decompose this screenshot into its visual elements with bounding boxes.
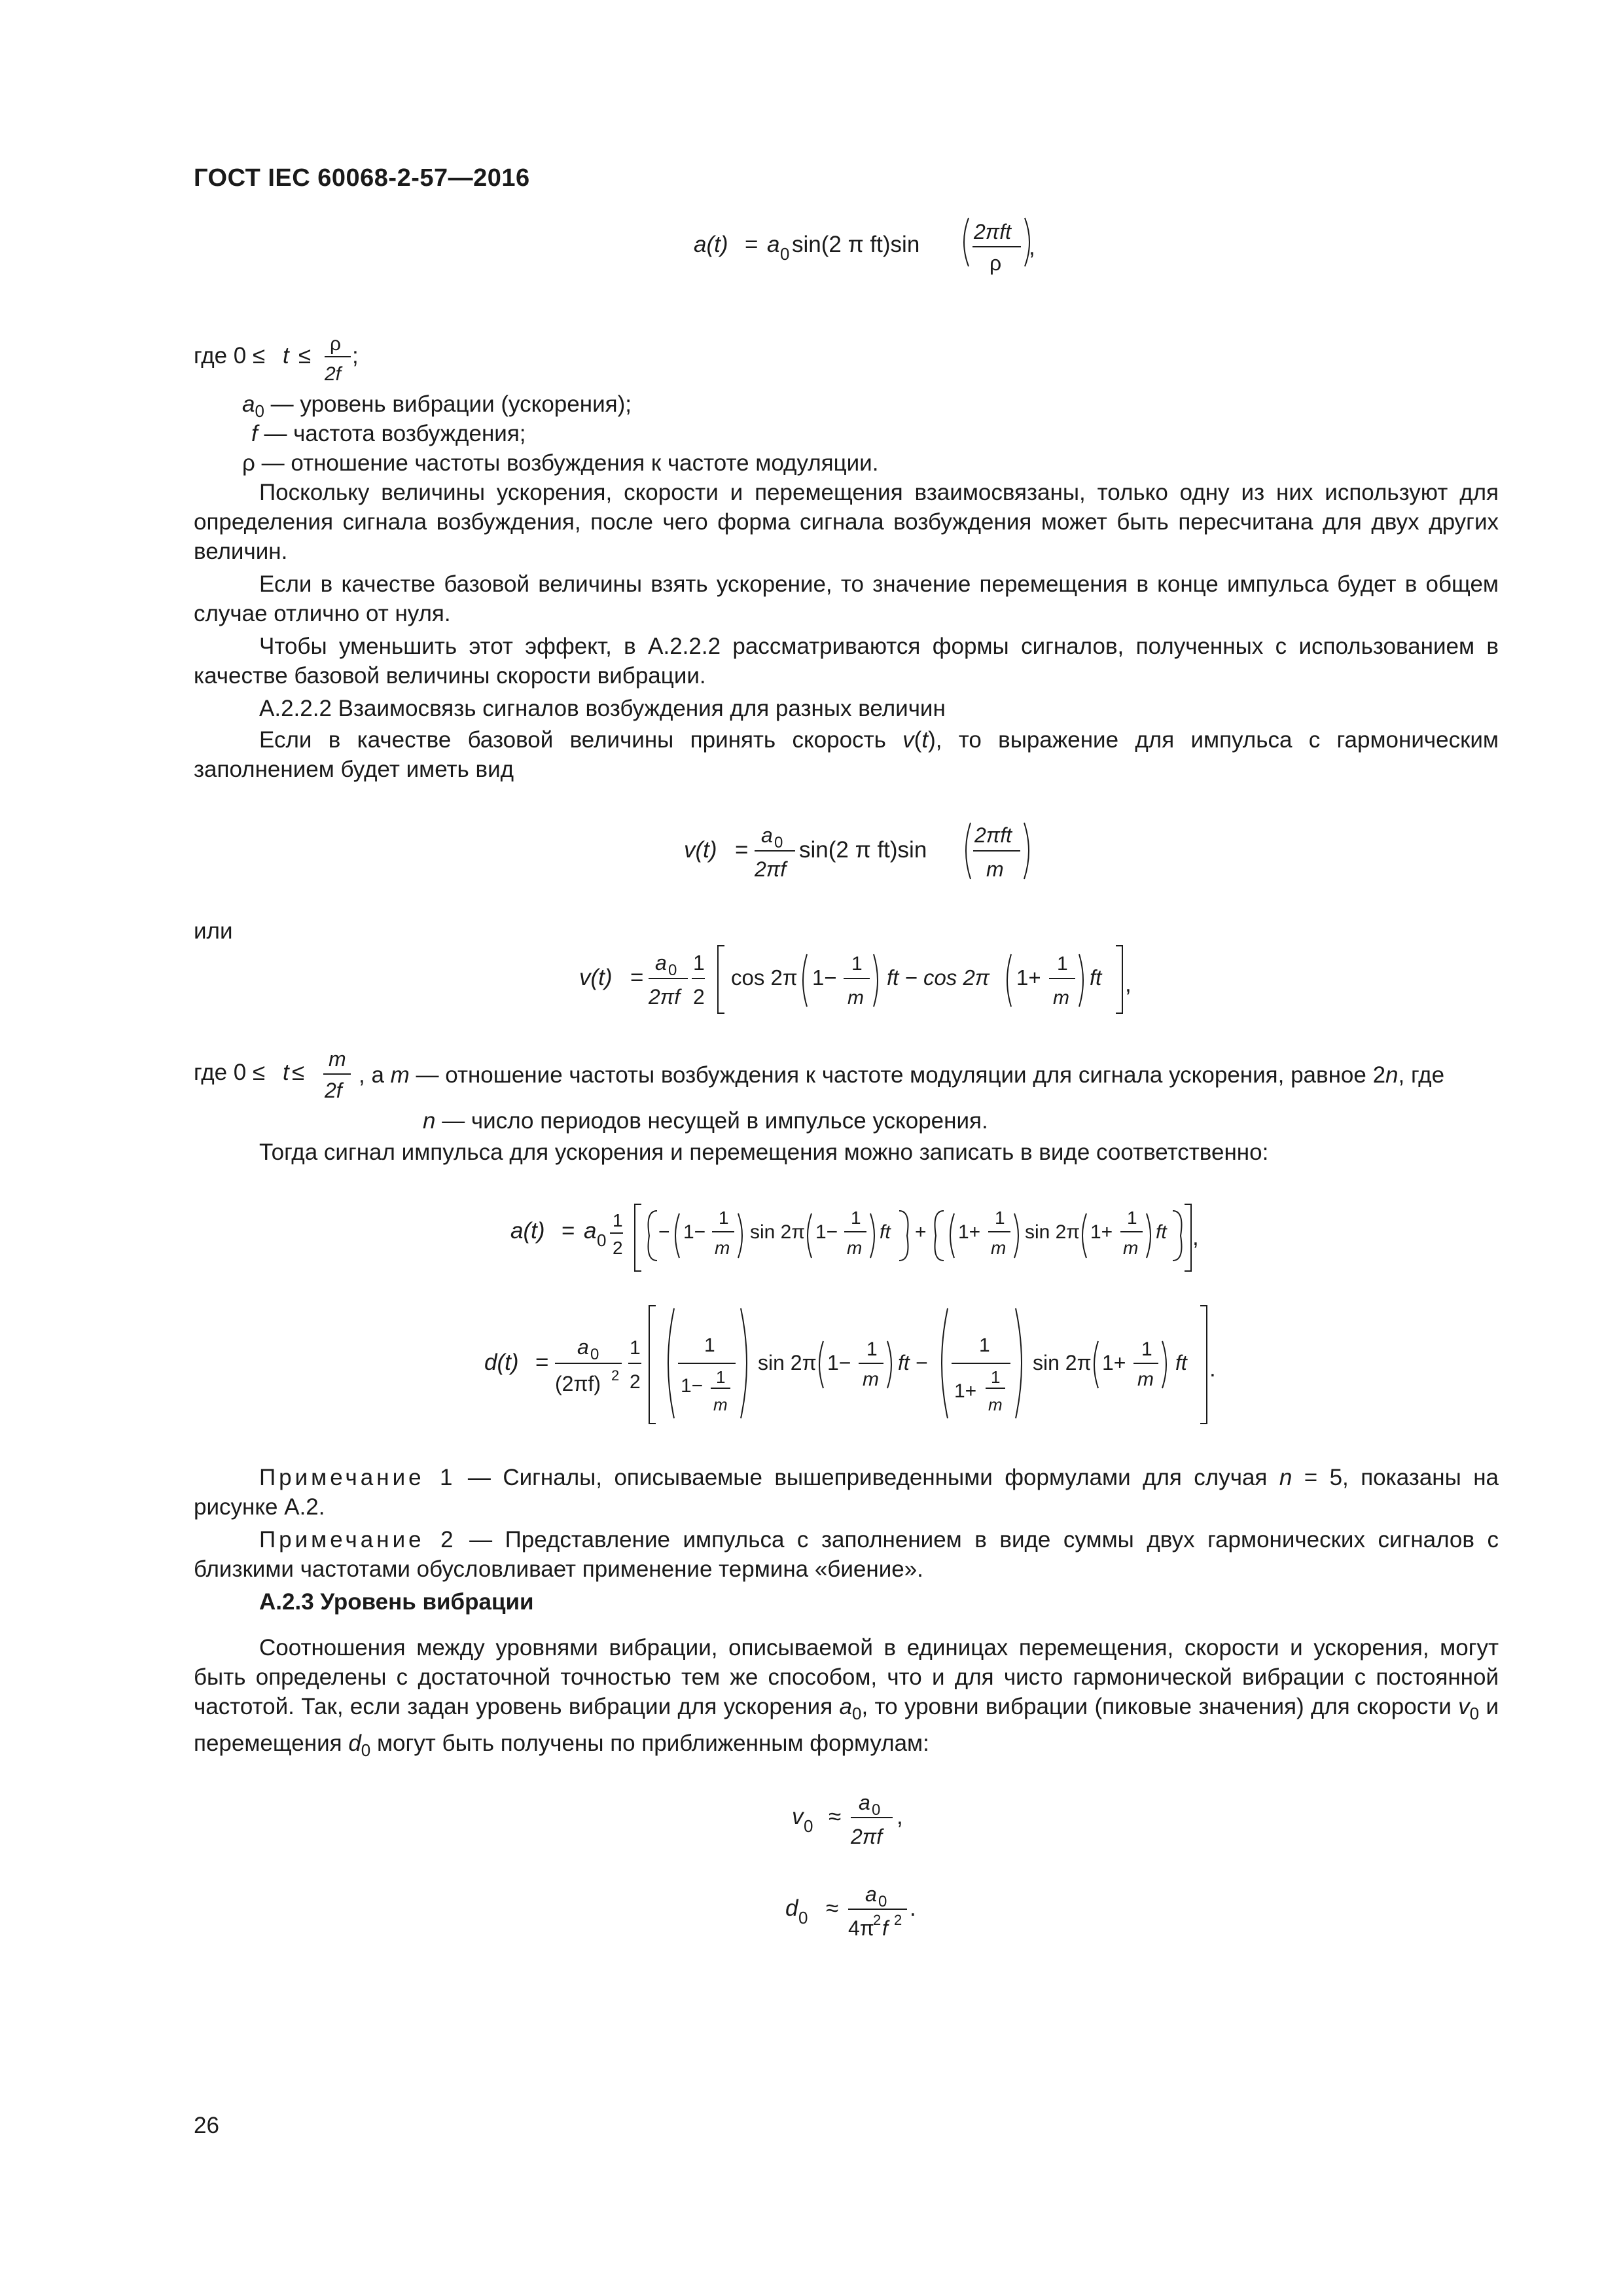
paren-left: [808, 1213, 812, 1258]
formula-cos2pi: cos 2π: [731, 965, 798, 990]
formula-a0-sub: 0: [780, 244, 790, 264]
formula-ft: ft: [1156, 1221, 1167, 1243]
formula-a0: a: [865, 1882, 877, 1906]
paren-left: [1007, 954, 1011, 1007]
paren-right: [741, 1308, 747, 1418]
formula-m: m: [1053, 987, 1069, 1009]
formula-dot: .: [1209, 1356, 1216, 1382]
formula-a0-sub: 0: [878, 1893, 887, 1910]
text-span: и перемещения: [194, 1694, 1499, 1756]
formula-a0-sub: 0: [774, 834, 783, 852]
formula-rho: ρ: [990, 251, 1002, 275]
formula-2pift: 2πft: [974, 823, 1012, 847]
var-v: v: [902, 727, 914, 753]
formula-one-plus: 1+: [1102, 1351, 1126, 1374]
note-label: Примечание 2: [259, 1527, 457, 1552]
formula-eq: =: [745, 232, 758, 257]
formula-sq: 2: [611, 1367, 620, 1384]
bracket-left: [649, 1306, 656, 1424]
formula-d-t: d(t): [484, 1350, 519, 1375]
var-d: d: [348, 1731, 361, 1756]
formula-velocity-cos: [579, 936, 1142, 1021]
formula-sin2pi: sin 2π: [758, 1351, 817, 1374]
formula-one: 1: [851, 953, 863, 975]
var-n: n: [423, 1108, 436, 1134]
def-symbol: f: [251, 421, 258, 446]
paren-left: [803, 954, 807, 1007]
formula-sq: 2: [873, 1912, 882, 1928]
formula-m: m: [713, 1395, 728, 1414]
n-definition: [423, 1106, 988, 1136]
formula-a-t: a(t): [694, 232, 728, 257]
paren-left: [950, 1213, 954, 1258]
definition-f: [251, 419, 526, 448]
where2-m: m: [329, 1047, 346, 1071]
text-span: , где: [1398, 1062, 1445, 1088]
where-condition-2: [194, 1044, 357, 1106]
paren-left: [819, 1341, 823, 1388]
formula-one: 1: [1127, 1208, 1137, 1228]
text-span: ), то выражение для импульса с гармоническим заполнением будет иметь вид: [194, 727, 1499, 782]
formula-one: 1: [630, 1337, 641, 1359]
paragraph-interrelation: Поскольку величины ускорения, скорости и перемещения взаимосвязаны, только одну из них используют для определения сигнала возбуждения, после чего форма сигнала возбуждения может быть пересчитана для двух других величин.: [194, 480, 1499, 564]
formula-a0-sub: 0: [597, 1230, 607, 1250]
formula-velocity-pulse: [684, 815, 1024, 893]
formula-sin2pi: sin 2π: [750, 1221, 806, 1243]
section-a23-heading: А.2.3 Уровень вибрации: [259, 1589, 534, 1615]
formula-one-plus: 1+: [1016, 965, 1041, 990]
formula-v-t: v(t): [684, 837, 717, 863]
formula-a0-sub: 0: [590, 1346, 599, 1363]
formula-sub0: 0: [804, 1816, 813, 1836]
var-m: m: [390, 1062, 410, 1088]
def-text: — уровень вибрации (ускорения);: [264, 391, 632, 417]
var-n: n: [1385, 1062, 1399, 1088]
formula-one: 1: [1057, 953, 1068, 975]
text-span: (: [914, 727, 922, 753]
formula-one-plus: 1+: [1090, 1221, 1113, 1243]
formula-one-minus: 1−: [815, 1221, 838, 1243]
section-a222-title: А.2.2.2 Взаимосвязь сигналов возбуждения для разных величин: [259, 696, 946, 721]
definition-rho: [242, 448, 878, 478]
def-text: — частота возбуждения;: [257, 421, 526, 446]
formula-f: f: [882, 1916, 888, 1940]
var-t: t: [921, 727, 929, 753]
subscript: 0: [361, 1740, 371, 1760]
formula-one: 1: [991, 1367, 1001, 1387]
formula-ft-cos: ft − cos 2π: [887, 965, 990, 990]
formula-one: 1: [1141, 1338, 1152, 1360]
paragraph-velocity-base: [194, 725, 1499, 784]
bracket-right: [1185, 1204, 1191, 1271]
formula-a0: a: [584, 1218, 597, 1244]
formula-comma: ,: [897, 1804, 903, 1829]
formula-one: 1: [613, 1210, 623, 1230]
formula-v-t: v(t): [579, 965, 613, 990]
paren-right: [1162, 1341, 1166, 1388]
paren-left: [964, 218, 969, 266]
formula-comma: ,: [1192, 1225, 1199, 1250]
formula-2pif: 2πf: [649, 985, 681, 1009]
note-2: [194, 1525, 1499, 1584]
formula-ft: ft: [1175, 1351, 1187, 1374]
where-rho: ρ: [330, 333, 342, 355]
formula-d0: d: [785, 1895, 798, 1921]
formula-one-minus: 1−: [681, 1375, 704, 1397]
or-label: или: [194, 918, 233, 944]
where-2f: 2f: [325, 363, 342, 385]
where-t: t: [283, 343, 289, 368]
where2-prefix: где 0 ≤: [194, 1060, 266, 1085]
paragraph-vibration-level: [194, 1633, 1499, 1765]
formula-m: m: [1137, 1369, 1154, 1390]
formula-comma: ,: [1029, 234, 1035, 260]
formula-v0: v: [792, 1804, 804, 1829]
formula-one: 1: [719, 1208, 729, 1228]
formula-one: 1: [704, 1335, 715, 1356]
formula-a0: a: [767, 232, 780, 257]
formula-d0-approx: [779, 1875, 949, 1947]
where-semicolon: ;: [352, 343, 359, 368]
paren-right: [1014, 1213, 1018, 1258]
formula-a0: a: [577, 1335, 589, 1359]
paren-left: [1082, 1213, 1086, 1258]
paragraph-then-signal: Тогда сигнал импульса для ускорения и перемещения можно записать в виде соответственно:: [259, 1139, 1269, 1165]
formula-one: 1: [693, 951, 705, 975]
formula-one-minus: 1−: [812, 965, 837, 990]
formula-a0: a: [655, 951, 667, 975]
standard-code-header: ГОСТ IEC 60068-2-57—2016: [194, 164, 530, 192]
where-leq: ≤: [298, 343, 312, 368]
formula-m: m: [863, 1369, 879, 1390]
formula-dot: .: [910, 1895, 916, 1921]
formula-ft-minus: ft −: [898, 1351, 928, 1374]
formula-eq: =: [735, 837, 749, 863]
where2-2f: 2f: [325, 1079, 342, 1102]
formula-sin-sin: sin(2 π ft)sin: [799, 837, 927, 863]
text-span: могут быть получены по приближенным формулам:: [370, 1731, 929, 1756]
formula-one: 1: [866, 1338, 878, 1360]
formula-v0-approx: [785, 1784, 942, 1856]
brace-right: [1173, 1211, 1182, 1261]
text-span: = 5, показаны на рисунке А.2.: [194, 1465, 1499, 1520]
formula-m: m: [1123, 1238, 1139, 1258]
paren-right: [1024, 823, 1029, 879]
text-span: Соотношения между уровнями вибрации, описываемой в единицах перемещения, скорости и ускорения, могут быть определены с достаточной точностью тем же способом, что и для чисто гармонической вибрации с постоянной частотой. Так, если задан уровень вибрации для ускорения: [194, 1635, 1499, 1719]
formula-2pif: 2πf: [851, 1825, 883, 1848]
formula-acceleration-beat: [510, 1198, 1198, 1276]
where2-rest-line: [359, 1060, 1444, 1090]
text-span: — Сигналы, описываемые вышеприведенными формулами для случая: [455, 1465, 1279, 1490]
note-label: Примечание 1: [259, 1465, 456, 1490]
formula-displacement-pulse: [484, 1299, 1224, 1430]
formula-one-plus: 1+: [954, 1380, 977, 1402]
formula-2pift: 2πft: [974, 220, 1012, 243]
where2-t: t: [283, 1060, 289, 1085]
formula-m: m: [847, 1238, 863, 1258]
formula-one: 1: [995, 1208, 1005, 1228]
var-n: n: [1279, 1465, 1293, 1490]
paren-right: [874, 954, 878, 1007]
paragraph-reduce-effect: Чтобы уменьшить этот эффект, в А.2.2.2 рассматриваются формы сигналов, полученных с использованием в качестве базовой величины скорости вибрации.: [194, 634, 1499, 689]
brace-left: [649, 1211, 658, 1261]
formula-plus: +: [915, 1221, 927, 1243]
formula-ft: ft: [1090, 965, 1102, 990]
formula-one-plus: 1+: [958, 1221, 981, 1243]
formula-approx: ≈: [826, 1895, 839, 1921]
formula-m: m: [986, 857, 1004, 881]
formula-m: m: [715, 1238, 730, 1258]
formula-minus: −: [658, 1221, 670, 1243]
formula-sin2pi: sin 2π: [1033, 1351, 1092, 1374]
text-span: — число периодов несущей в импульсе ускорения.: [435, 1108, 988, 1134]
paren-right: [1016, 1308, 1022, 1418]
formula-ft: ft: [880, 1221, 891, 1243]
formula-approx: ≈: [829, 1804, 842, 1829]
where-condition-1: [194, 331, 364, 389]
formula-sq: 2: [894, 1912, 902, 1928]
formula-eq: =: [630, 965, 644, 990]
paren-left: [675, 1213, 679, 1258]
brace-left: [935, 1211, 944, 1261]
var-a: a: [839, 1694, 852, 1719]
bracket-left: [718, 946, 724, 1013]
subscript: 0: [1469, 1704, 1480, 1723]
formula-one: 1: [979, 1335, 990, 1356]
formula-4pi: 4π: [848, 1916, 874, 1940]
formula-eq: =: [535, 1350, 549, 1375]
formula-m: m: [988, 1395, 1003, 1414]
formula-two: 2: [630, 1371, 641, 1393]
formula-sub0: 0: [798, 1908, 808, 1928]
bracket-right: [1200, 1306, 1207, 1424]
page-number: 26: [194, 2113, 219, 2138]
formula-one-minus: 1−: [827, 1351, 851, 1374]
text-span: — отношение частоты возбуждения к частоте модуляции для сигнала ускорения, равное 2: [409, 1062, 1386, 1088]
formula-a0-sub: 0: [668, 961, 677, 979]
text-span: , а: [359, 1062, 391, 1088]
text-span: , то уровни вибрации (пиковые значения) для скорости: [861, 1694, 1459, 1719]
formula-sin-sin: sin(2 π ft)sin: [792, 232, 920, 257]
paren-right: [870, 1213, 874, 1258]
def-symbol: a: [242, 391, 255, 417]
formula-acceleration-pulse: [694, 200, 1034, 285]
paren-right: [1147, 1213, 1150, 1258]
formula-2pif-sq: (2πf): [555, 1372, 601, 1395]
def-subscript: 0: [255, 401, 264, 421]
bracket-left: [635, 1204, 641, 1271]
brace-right: [899, 1211, 908, 1261]
var-v: v: [1458, 1694, 1470, 1719]
paren-right: [887, 1341, 891, 1388]
formula-a0: a: [859, 1791, 870, 1814]
formula-m: m: [991, 1238, 1007, 1258]
text-span: — Представление импульса с заполнением в виде суммы двух гармонических сигналов с близкими частотами обусловливает применение термина «биение».: [194, 1527, 1499, 1582]
def-text: — отношение частоты возбуждения к частоте модуляции.: [255, 450, 879, 476]
formula-two: 2: [693, 985, 705, 1009]
paragraph-base-acceleration: Если в качестве базовой величины взять ускорение, то значение перемещения в конце импульса будет в общем случае отлично от нуля.: [194, 571, 1499, 626]
bracket-right: [1116, 946, 1122, 1013]
formula-a0-sub: 0: [872, 1801, 881, 1819]
formula-comma: ,: [1125, 971, 1132, 997]
note-1: [194, 1463, 1499, 1522]
paren-left: [942, 1308, 948, 1418]
formula-m: m: [847, 987, 864, 1009]
paren-left: [668, 1308, 674, 1418]
formula-two: 2: [613, 1238, 623, 1258]
where2-leq: ≤: [292, 1060, 305, 1085]
paren-right: [1079, 954, 1083, 1007]
paren-right: [738, 1213, 742, 1258]
formula-one: 1: [851, 1208, 861, 1228]
paren-left: [966, 823, 971, 879]
formula-a-t: a(t): [510, 1218, 545, 1244]
formula-a0: a: [761, 823, 773, 847]
formula-sin2pi: sin 2π: [1025, 1221, 1080, 1243]
def-symbol: ρ: [242, 450, 255, 476]
formula-one: 1: [716, 1367, 726, 1387]
paren-left: [1094, 1341, 1098, 1388]
formula-one-minus: 1−: [683, 1221, 706, 1243]
formula-eq: =: [562, 1218, 575, 1244]
text-span: Если в качестве базовой величины принять скорость: [259, 727, 903, 753]
where-prefix: где 0 ≤: [194, 343, 266, 368]
formula-2pif: 2πf: [755, 857, 787, 881]
subscript: 0: [852, 1704, 862, 1723]
